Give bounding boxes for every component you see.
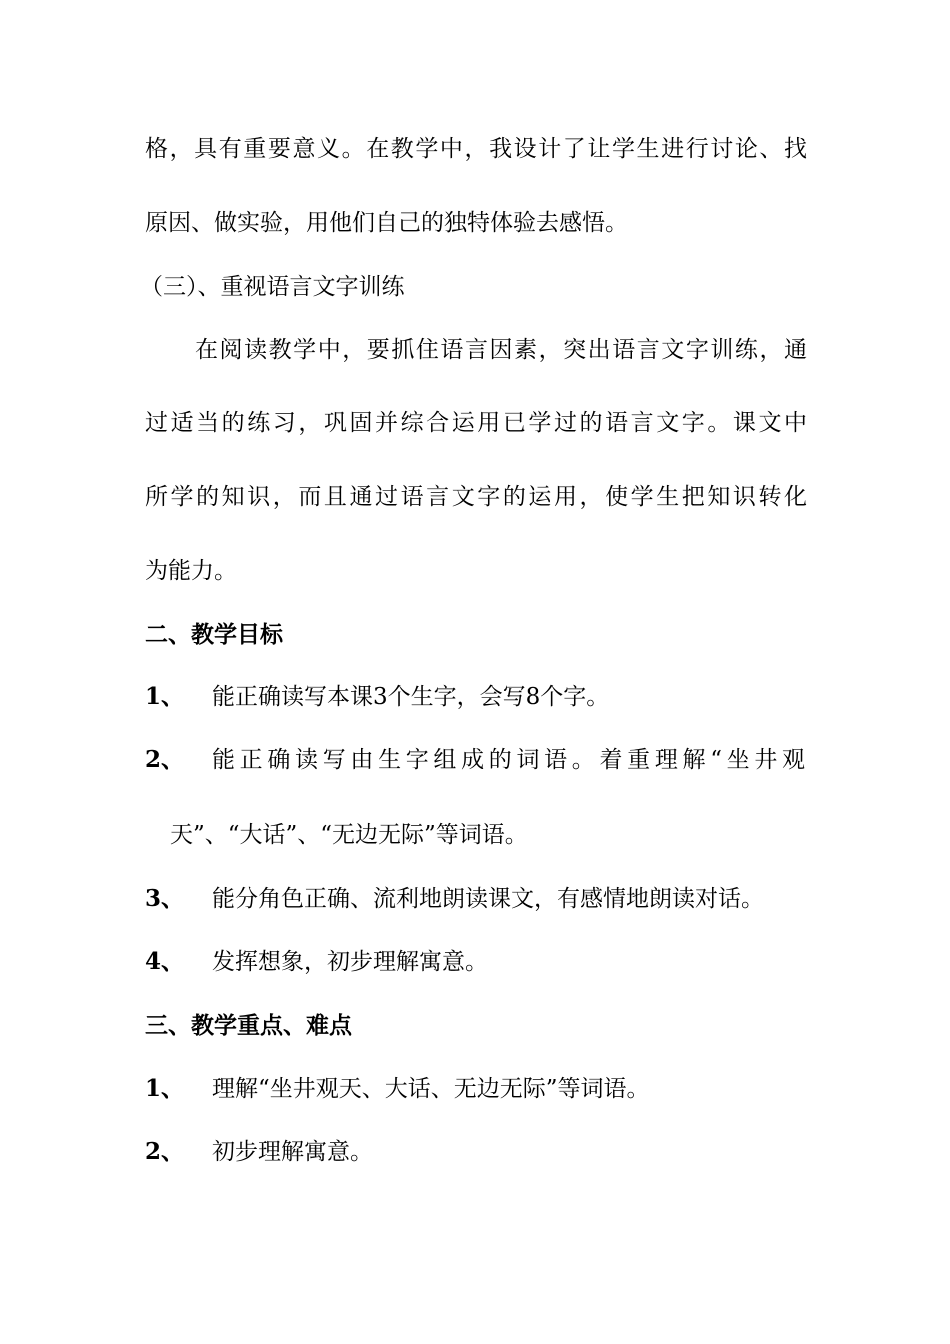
- paragraph-line: 所学的知识，而且通过语言文字的运用，使学生把知识转化: [145, 484, 807, 510]
- keypoint-item: [145, 1074, 650, 1104]
- goal-item: [145, 947, 488, 977]
- keypoint-item: [145, 1137, 373, 1167]
- goal-item: [145, 682, 609, 712]
- goal-text: 能分角色正确、流利地朗读课文，有感情地朗读对话。: [212, 886, 764, 912]
- keypoints-heading: 三、教学重点、难点: [145, 1012, 352, 1039]
- goal-number: 3、: [145, 885, 185, 912]
- goal-number: 4、: [145, 948, 185, 975]
- goals-heading: 二、教学目标: [145, 621, 283, 648]
- section-heading: （三）、重视语言文字训练: [140, 274, 405, 300]
- goal-text: 发挥想象，初步理解寓意。: [212, 949, 488, 975]
- keypoint-text: 初步理解寓意。: [212, 1139, 373, 1165]
- keypoint-number: 2、: [145, 1138, 185, 1165]
- paragraph-line: 为能力。: [145, 558, 237, 584]
- goal-item: [145, 884, 764, 914]
- goal-text: 能正确读写本课3个生字，会写8个字。: [212, 684, 610, 710]
- paragraph-line: 过适当的练习，巩固并综合运用已学过的语言文字。课文中: [145, 410, 807, 436]
- goal-text: 能正确读写由生字组成的词语。着重理解“坐井观: [212, 747, 805, 773]
- paragraph-line: 格，具有重要意义。在教学中，我设计了让学生进行讨论、找: [145, 136, 807, 162]
- keypoint-number: 1、: [145, 1075, 185, 1102]
- paragraph-line: 在阅读教学中，要抓住语言因素，突出语言文字训练，通: [195, 337, 807, 363]
- goal-item: [145, 745, 805, 775]
- goal-text-continued: 天”、“大话”、“无边无际”等词语。: [170, 822, 528, 848]
- goal-number: 1、: [145, 683, 185, 710]
- paragraph-line: 原因、做实验，用他们自己的独特体验去感悟。: [145, 210, 628, 236]
- keypoint-text: 理解“坐井观天、大话、无边无际”等词语。: [212, 1076, 650, 1102]
- goal-number: 2、: [145, 746, 185, 773]
